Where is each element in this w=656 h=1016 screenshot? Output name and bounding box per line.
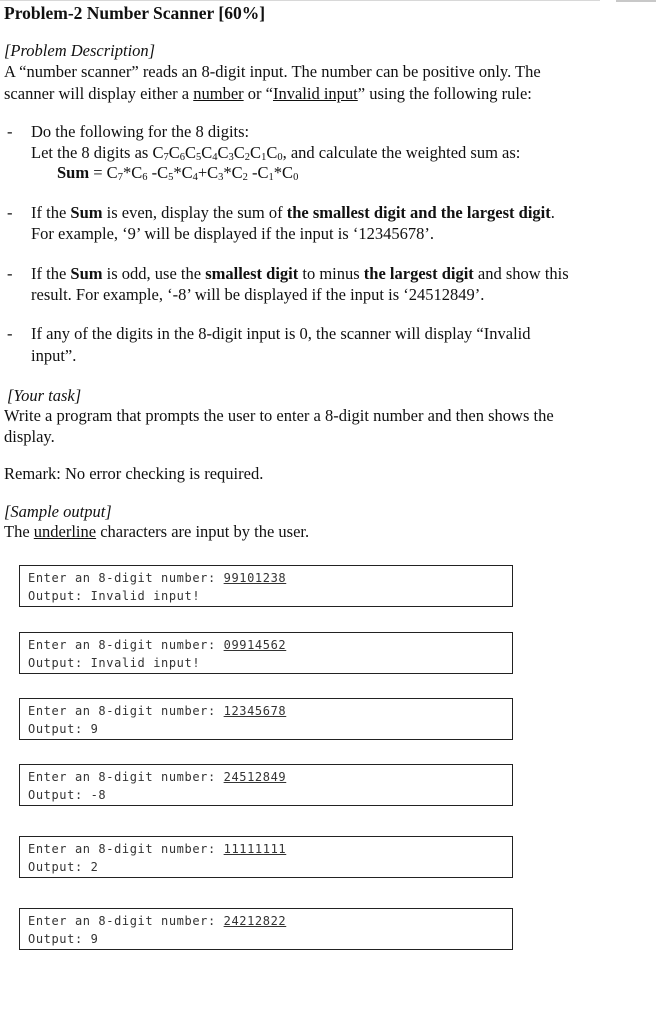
console-output-line: Output: Invalid input! (28, 656, 201, 670)
bullet2-line-1: If the Sum is even, display the sum of the smallest digit and the largest digit. (31, 203, 555, 222)
bullet-dash: - (7, 122, 13, 141)
bullet-dash: - (7, 324, 13, 343)
sample-output-heading: [Sample output] (4, 502, 112, 521)
your-task-heading: [Your task] (7, 386, 82, 405)
user-input: 12345678 (223, 704, 287, 718)
bullet4-line-1: If any of the digits in the 8-digit input is 0, the scanner will display “Invalid (31, 324, 531, 343)
console-prompt-line: Enter an 8-digit number: 24512849 (28, 770, 287, 784)
your-task-line-2: display. (4, 427, 55, 446)
console-output-line: Output: 9 (28, 722, 99, 736)
top-rule (0, 0, 600, 1)
bullet3-line-1: If the Sum is odd, use the smallest digit to minus the largest digit and show this (31, 264, 569, 283)
console-sample (19, 632, 513, 674)
console-sample (19, 698, 513, 740)
weighted-sum-formula: Sum = $C_7*C_6$ $-C_5*C_4+C_3*C_2$ $-C_1*C_0$ (57, 163, 299, 183)
bullet3-line-2: result. For example, ‘-8’ will be displayed if the input is ‘24512849’. (31, 285, 485, 304)
sample-output-note: The underline characters are input by the user. (4, 522, 310, 541)
number-underlined: number (193, 84, 244, 103)
description-line-2: scanner will display either a number or “Invalid input” using the following rule: (4, 84, 532, 103)
bullet4-line-2: input”. (31, 346, 77, 365)
console-output-line: Output: 2 (28, 860, 99, 874)
problem-description-heading: [Problem Description] (4, 41, 156, 60)
console-prompt-line: Enter an 8-digit number: 11111111 (28, 842, 287, 856)
top-corner-mark (616, 0, 656, 2)
description-line-1: A “number scanner” reads an 8-digit input. The number can be positive only. The (4, 62, 541, 81)
console-sample (19, 764, 513, 806)
bullet-dash: - (7, 264, 13, 283)
console-sample (19, 565, 513, 607)
bullet1-line-1: Do the following for the 8 digits: (31, 122, 250, 141)
user-input: 24212822 (223, 914, 287, 928)
console-prompt-line: Enter an 8-digit number: 09914562 (28, 638, 287, 652)
user-input: 11111111 (223, 842, 287, 856)
console-output-line: Output: -8 (28, 788, 107, 802)
console-output-line: Output: Invalid input! (28, 589, 201, 603)
bullet2-line-2: For example, ‘9’ will be displayed if the input is ‘12345678’. (31, 224, 434, 243)
your-task-line-1: Write a program that prompts the user to enter a 8-digit number and then shows the (4, 406, 554, 425)
invalid-input-underlined: Invalid input (272, 84, 358, 103)
console-prompt-line: Enter an 8-digit number: 12345678 (28, 704, 287, 718)
console-output-line: Output: 9 (28, 932, 99, 946)
bullet-dash: - (7, 203, 13, 222)
console-sample (19, 836, 513, 878)
console-prompt-line: Enter an 8-digit number: 99101238 (28, 571, 287, 585)
remark: Remark: No error checking is required. (4, 464, 264, 483)
console-sample (19, 908, 513, 950)
user-input: 24512849 (223, 770, 287, 784)
user-input: 09914562 (223, 638, 287, 652)
user-input: 99101238 (223, 571, 287, 585)
console-prompt-line: Enter an 8-digit number: 24212822 (28, 914, 287, 928)
page-title: Problem-2 Number Scanner [60%] (4, 3, 266, 23)
bullet1-line-2: Let the 8 digits as $C_7C_6C_5C_4C_3C_2C_1C_0$, and calculate the weighted sum as: (31, 143, 521, 163)
